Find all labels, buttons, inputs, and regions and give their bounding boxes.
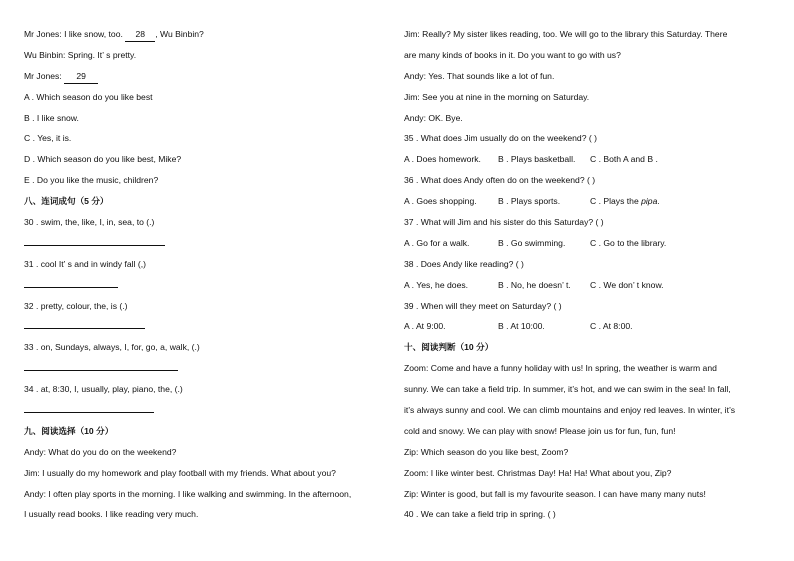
dialogue-line	[24, 69, 384, 90]
option-37-b[interactable]: B . Go swimming.	[498, 237, 566, 248]
question-36: 36 . What does Andy often do on the weekend? ( )	[404, 175, 596, 186]
option-a: A . Which season do you like best	[24, 91, 153, 102]
question-40: 40 . We can take a field trip in spring. ( )	[404, 509, 556, 520]
passage-line: Zoom: I like winter best. Christmas Day! Ha! Ha! What about you, Zip?	[404, 467, 672, 478]
reading-line: Andy: OK. Bye.	[404, 112, 463, 123]
option-b: B . I like snow.	[24, 112, 79, 123]
dialogue-text: Mr Jones: I like snow, too.	[24, 29, 126, 39]
question-37: 37 . What will Jim and his sister do this Saturday? ( )	[404, 217, 604, 228]
option-36-c[interactable]	[590, 194, 660, 208]
dialogue-text: , Wu Binbin?	[155, 29, 204, 39]
option-35-c[interactable]: C . Both A and B .	[590, 154, 658, 165]
answer-line-32[interactable]	[24, 319, 384, 340]
reading-line: Jim: See you at nine in the morning on Saturday.	[404, 91, 590, 102]
option-38-c[interactable]: C . We don’ t know.	[590, 279, 664, 290]
blank-29[interactable]: 29	[64, 69, 98, 84]
answer-line-30[interactable]	[24, 236, 384, 257]
question-38: 38 . Does Andy like reading? ( )	[404, 258, 524, 269]
passage-line: Zip: Winter is good, but fall is my favourite season. I can have many many nuts!	[404, 488, 706, 499]
question-34: 34 . at, 8:30, I, usually, play, piano, the, (.)	[24, 384, 183, 395]
option-38-b[interactable]: B . No, he doesn’ t.	[498, 279, 571, 290]
question-33: 33 . on, Sundays, always, I, for, go, a, walk, (.)	[24, 342, 200, 353]
option-35-a[interactable]: A . Does homework.	[404, 154, 481, 165]
option-e: E . Do you like the music, children?	[24, 175, 159, 186]
option-39-c[interactable]: C . At 8:00.	[590, 321, 633, 332]
passage-line: sunny. We can take a field trip. In summer, it’s hot, and we can swim in the sea! In fall,	[404, 384, 731, 395]
right-column	[404, 27, 766, 528]
reading-line: Andy: I often play sports in the morning. I like walking and swimming. In the afternoon,	[24, 488, 352, 499]
section-8-heading: 八、连词成句（5 分）	[24, 196, 109, 207]
passage-line: cold and snowy. We can play with snow! Please join us for fun, fun, fun!	[404, 425, 676, 436]
options-35	[404, 152, 766, 173]
dialogue-text: Mr Jones:	[24, 70, 65, 81]
blank-28[interactable]: 28	[125, 27, 155, 42]
option-37-a[interactable]: A . Go for a walk.	[404, 237, 470, 248]
passage-line: Zoom: Come and have a funny holiday with us! In spring, the weather is warm and	[404, 363, 717, 374]
question-32: 32 . pretty, colour, the, is (.)	[24, 300, 128, 311]
answer-line-31[interactable]	[24, 278, 384, 299]
option-36-c-pipa: pipa	[641, 196, 658, 207]
option-36-c-text: C . Plays the	[590, 196, 642, 207]
passage-line: Zip: Which season do you like best, Zoom?	[404, 446, 569, 457]
option-c: C . Yes, it is.	[24, 133, 72, 144]
section-9-heading: 九、阅读选择（10 分）	[24, 425, 114, 436]
option-36-b[interactable]: B . Plays sports.	[498, 196, 561, 207]
dialogue-line	[24, 27, 384, 48]
options-36	[404, 194, 766, 215]
option-39-a[interactable]: A . At 9:00.	[404, 321, 446, 332]
options-39	[404, 319, 766, 340]
reading-line: Andy: What do you do on the weekend?	[24, 446, 177, 457]
reading-line: Jim: I usually do my homework and play football with my friends. What about you?	[24, 467, 336, 478]
answer-line-33[interactable]	[24, 361, 384, 382]
question-39: 39 . When will they meet on Saturday? ( )	[404, 300, 562, 311]
reading-line: Jim: Really? My sister likes reading, too. We will go to the library this Saturday. There	[404, 29, 728, 39]
option-39-b[interactable]: B . At 10:00.	[498, 321, 545, 332]
option-35-b[interactable]: B . Plays basketball.	[498, 154, 576, 165]
option-36-a[interactable]: A . Goes shopping.	[404, 196, 477, 207]
reading-line: I usually read books. I like reading very much.	[24, 509, 199, 520]
question-30: 30 . swim, the, like, I, in, sea, to (.)	[24, 217, 155, 228]
question-31: 31 . cool It’ s and in windy fall (,)	[24, 258, 146, 269]
passage-line: it’s always sunny and cool. We can climb mountains and enjoy red leaves. In winter, it’s	[404, 405, 736, 416]
options-38	[404, 278, 766, 299]
reading-line: Andy: Yes. That sounds like a lot of fun.	[404, 70, 555, 81]
option-d: D . Which season do you like best, Mike?	[24, 154, 182, 165]
answer-line-34[interactable]	[24, 403, 384, 424]
left-column	[24, 27, 384, 528]
question-35: 35 . What does Jim usually do on the weekend? ( )	[404, 133, 597, 144]
option-37-c[interactable]: C . Go to the library.	[590, 237, 667, 248]
section-10-heading: 十、阅读判断（10 分）	[404, 342, 494, 353]
dialogue-line: Wu Binbin: Spring. It’ s pretty.	[24, 49, 137, 60]
option-36-c-period: .	[657, 196, 660, 207]
option-38-a[interactable]: A . Yes, he does.	[404, 279, 469, 290]
reading-line: are many kinds of books in it. Do you want to go with us?	[404, 49, 621, 60]
options-37	[404, 236, 766, 257]
